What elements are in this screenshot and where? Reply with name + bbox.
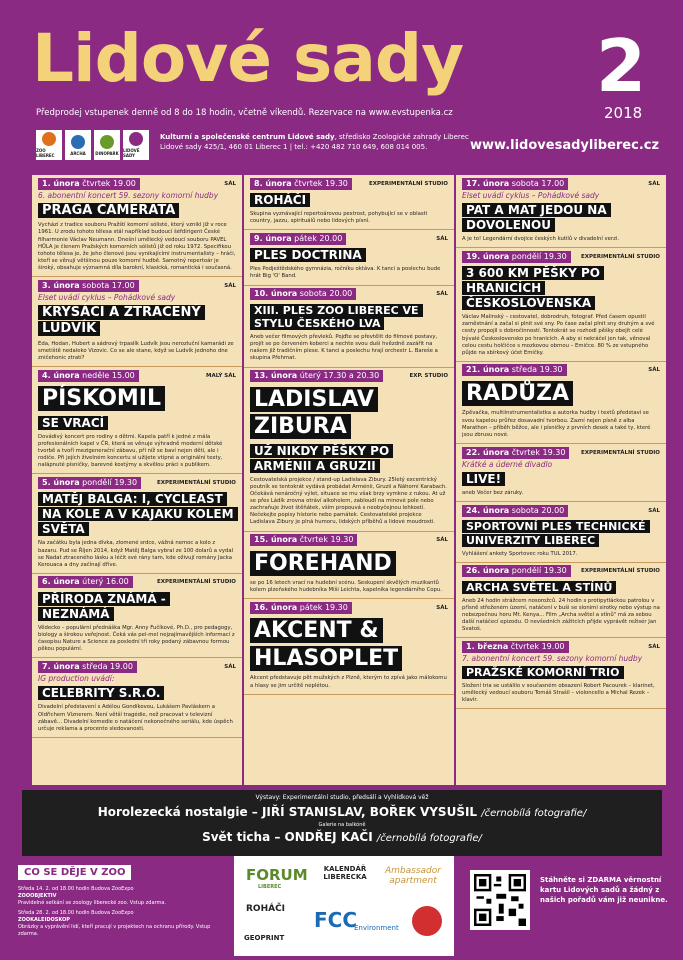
event-col1-5 [32,574,242,659]
event-title: PRAŽSKÉ KOMORNÍ TRIO [462,666,624,679]
event-time: čtvrtek 19.30 [511,447,566,457]
event-col1-2 [32,277,242,367]
event-description: Skupina vyznávající repertoárovou pestrost, pohybující se v oblasti country, jazzu, spirituálů nebo lidových písní. [250,211,428,225]
event-venue: SÁL [648,507,660,514]
event-title-block [38,203,236,219]
event-time: úterý 16.00 [82,577,129,587]
event-date-day: 26. února [466,566,510,576]
kalendar-logo: KALENDÁŘ LIBERECKA [323,865,367,881]
event-venue: EXPERIMENTÁLNÍ STUDIO [580,253,660,260]
event-title-block [38,385,236,413]
event-date-day: 19. února [466,251,510,261]
exhibit-1 [22,805,662,819]
event-date [38,661,137,673]
event-date [250,178,352,190]
event-venue: SÁL [436,537,448,544]
event-col1-3 [32,367,242,474]
event-date [250,370,383,382]
exhibitions-band [22,790,662,856]
poster-title: Lidové sady [32,20,464,97]
event-description: Akcent představuje pět mužských z Plzně, kterým to zpívá jako málokomu a hlasy se jim určitě neplétou. [250,675,447,689]
event-date-day: 8. února [254,178,292,188]
presale-info: Předprodej vstupenek denně od 8 do 18 hodin, včetně víkendů. Rezervace na www.evstupenka.cz [36,108,453,118]
zoo-event-desc: Obrázky a vyprávění lidí, kteří pracují v projektech na ochranu přírody. Vstup zdarma. [18,923,211,937]
event-venue: SÁL [224,663,236,670]
event-date-row [462,364,660,377]
event-time: sobota 17.00 [82,280,135,290]
event-date-row [250,534,448,547]
event-title: SPORTOVNÍ PLES TECHNICKÉ UNIVERZITY LIBEREC [462,520,650,547]
event-venue: MALÝ SÁL [206,372,236,379]
geoprint-logo: GEOPRINT [244,934,285,942]
event-date-day: 13. února [254,371,298,381]
zoo-events [18,860,218,950]
zoo-events-title: CO SE DĚJE V ZOO [18,865,131,880]
event-time: čtvrtek 19.30 [294,178,348,188]
event-time: pátek 19.30 [299,602,348,612]
archa-icon [71,135,85,149]
dinopark-logo [94,130,120,160]
event-date-row [250,232,448,245]
center-info [160,132,469,152]
event-date-row [38,476,236,489]
event-title: AKCENT & HLASOPLET [250,618,402,671]
event-series: Elset uvádí cyklus – Pohádkové sady [38,293,176,303]
event-venue: SÁL [436,604,448,611]
event-col3-3 [456,362,666,444]
event-venue: EXPERIMENTÁLNÍ STUDIO [156,479,236,486]
event-date-row [462,504,660,517]
event-date-row [250,177,448,190]
event-date [38,370,139,382]
fcc-logo: FCC [314,908,358,932]
event-date [462,641,569,653]
event-venue: EXP. STUDIO [409,373,448,380]
event-time: čtvrtek 19.00 [82,178,136,188]
event-title-block [250,617,448,672]
event-title-block [462,666,660,680]
event-venue: EXPERIMENTÁLNÍ STUDIO [580,568,660,575]
event-venue: SÁL [648,180,660,187]
event-description: Vyhlášení ankety Sportovec roku TUL 2017. [462,550,578,557]
event-title: KRYSÁCI A ZTRACENÝ LUDVÍK [38,305,205,336]
event-venue: SÁL [436,291,448,298]
event-title-block [462,472,660,487]
forum-liberec-logo: LIBEREC [258,884,282,890]
event-date [462,505,568,517]
event-date-day: 15. února [254,535,298,545]
event-description: aneb Večer bez záruky. [462,490,523,497]
event-series: Elset uvádí cyklus – Pohádkové sady [462,191,600,200]
event-title-block [38,686,236,701]
event-time: středa 19.00 [82,661,133,671]
event-col1-6 [32,658,242,738]
event-date [38,280,139,292]
event-description: Cestovatelská projekce / stand-up Ladislava Zibury. 25letý excentrický poutník se tentokrát vydává probádat Arménii, Gruzii a Náhorní Karabach. Očekává nenáročný výlet, situace se mu však brzy vymkne z rukou. At už se přes Ládík zrovna otráví alkoholem, zabloudí na minové pole nebo zachraňuje život štěňátek, vším propouvá s neobyčejnou lehkostí. Nečekejte popisy historie nebo památek. Cestovatelské projekce Ladislava Zibury je plná humoru, lidských příběhů a lidové moudrosti. [250,476,447,526]
loyalty-card-text: Stáhněte si ZDARMA věrnostní kartu Lidových sadů a žádný z našich pořadů vám již neunikne. [540,876,668,904]
event-venue: SÁL [648,367,660,374]
event-subtitle: SE VRACÍ [38,416,108,430]
zoo-event-when: Středa 28. 2. od 18.00 hodin Budova ZooExpo [18,910,134,917]
event-date [38,178,140,190]
ambassador-logo: Ambassador apartment [385,866,441,886]
event-date [462,178,568,190]
program-column-1 [32,175,242,785]
event-time: čtvrtek 19.30 [299,535,354,545]
event-title: LADISLAV ZIBURA [250,387,378,440]
event-venue: SÁL [436,235,448,242]
event-title: PŘÍRODA ZNÁMÁ - NEZNÁMÁ [38,592,170,621]
event-col3-7 [456,638,666,709]
exhibits-label: Výstavy: Experimentální studio, předsálí a Vyhlídková věž [255,794,429,801]
event-date-row [38,177,236,190]
event-col2-4 [244,368,454,532]
logo-label: ARCHA [70,150,86,156]
event-description: Zpěvačka, multiinstrumentalistka a autorka hudby i textů představí se svou kapelou průřez dosavadní tvorbou. Zazní nejen písně z alba Marathon – příběh běžce, ale i písničky z prvních desek a také ty, které jsou zbrusu nové. [462,410,651,438]
event-title-block [250,304,448,332]
event-col1-4 [32,474,242,574]
zoo-event-1 [18,886,218,906]
event-date-day: 10. února [254,289,298,299]
zoo-icon [42,132,56,146]
event-date-row [462,177,660,190]
event-description: se po 16 letech vrací na hudební scénu. Seskupení skvělých muzikantů kolem plzeňského hudebníka Miši Leichta, kapelníka legendárního Copu. [250,580,442,594]
event-title: RADŮZA [462,381,573,406]
program-column-3 [456,175,666,785]
event-venue: SÁL [224,180,236,187]
qr-code[interactable] [470,870,530,930]
event-description: Složení tria se ustálilo v současném obsazení Robert Pacourek – klarinet, umělecký vedoucí souboru Tomáš Strašil – violoncello a Michal Rezek – klavír. [462,683,655,704]
event-description: A je to! Legendární dvojice českých kutilů v divadelní verzi. [462,236,620,242]
event-title-block [462,203,660,233]
exhibit-1-sub: /černobílá fotografie/ [481,808,587,819]
event-col3-6 [456,563,666,638]
event-title-block [38,305,236,338]
logo-label: LIDOVÉ SADY [123,148,140,158]
event-date-row [38,660,236,673]
event-description: Vychází z tradice souboru Pražští komorní sólisté, který vznikl již v roce 1961. U zrodu tohoto tělesa stál například budoucí šéfdirigent České filharmonie Václav Neumann. Dnešní umělecký vedoucí souboru PAVEL HŮLA je členem Pražských komorních sólistů již od roku 1972. Specifikou tohoto tělesa je, že jeho členové jsou vynikajícími instrumentalisty – hráči, kteří se věnují většinou pouze komorní hudbě. Samotný repertoár je široký, obsahuje významná díla barokní, klasická, romantická i současná. [38,222,236,272]
event-date-day: 1. března [466,641,509,651]
event-title: XIII. PLES ZOO LIBEREC VE STYLU ČESKÉHO LVA [250,304,423,331]
event-time: pátek 20.00 [294,233,343,243]
event-title: ROHÁČI [250,193,310,207]
zoo-event-name: ZOOOBJEKTIV [18,892,57,899]
event-subtitle: UŽ NIKDY PĚŠKY PO ARMÉNII A GRUZII [250,444,393,473]
event-date-row [462,640,660,653]
event-title-block [38,592,236,622]
event-description: Aneb 24 hodin strážcem nosorožců. 24 hodin s protipytláckou patrolou v přísně střeženém území, natáčení v buši se slonimi sirotky nebo výstup na nebezpečnou horu Mt. Kenya... Film „Archa světel a stínů" má za sebou další natáčecí epizodu. O nevšedních zážitcích přijde vyprávět režisér Jan Svatoš. [462,597,660,633]
event-date-day: 1. února [42,178,80,188]
event-date [462,447,569,459]
event-description: Eda, Hodan, Hubert a sádrový trpaslík Ludvík jsou nerozluční kamarádi ze smetiště nedaleko Vizovic. Co se ale stane, když se Ludvík jednoho dne zničehonic ztratí? [38,340,234,362]
center-rest: , středisko Zoologické zahrady Liberec [334,133,469,141]
event-title-block [462,581,660,595]
event-title: 3 600 KM PĚŠKY PO HRANICÍCH ČESKOSLOVENSKA [462,266,604,310]
event-venue: SÁL [224,282,236,289]
event-date [38,576,133,588]
event-title-block [250,550,448,578]
event-date [462,364,567,376]
event-venue: SÁL [648,643,660,650]
event-date [38,477,141,489]
event-description: Aneb večer filmových převleků. Pojďte se převtělit do filmové postavy, projít se po červeném koberci a nechte svou duši hvězdně zazářit na našem již tradičním plese. K tanci a poslechu hrají orchestr L. Bareše a skupina Přehmat. [250,334,438,362]
event-col2-1 [244,175,454,230]
event-venue: EXPERIMENTÁLNÍ STUDIO [368,180,448,187]
event-date [250,602,352,614]
event-venue: EXPERIMENTÁLNÍ STUDIO [156,579,236,586]
event-date-day: 22. února [466,447,510,457]
event-date-day: 4. února [42,370,80,380]
forum-logo: FORUM [246,866,308,884]
event-date [250,534,357,546]
event-title-block [250,193,448,208]
event-title-block [462,266,660,311]
event-date-row [38,279,236,292]
event-title-block [250,248,448,263]
logo-label: ZOO LIBEREC [36,148,55,158]
event-title: PLES DOCTRINA [250,248,366,262]
event-title: CELEBRITY S.R.O. [38,686,164,700]
event-time: neděle 15.00 [82,370,135,380]
event-date-day: 5. února [42,477,80,487]
event-time: úterý 17.30 a 20.30 [299,371,380,381]
event-description: Divadelní představení s Adélou Gondíkovou, Lukášem Pavláskem a Oldřichem Víznerem. Není větší tragédie, než pracovat v televizní zábavě... Divadelní komedie o natáčení nekonečného seriálu, kde úspěch určuje reklama a procento sledovanosti. [38,704,233,732]
event-date-day: 21. února [466,365,510,375]
event-time: pondělí 19.30 [511,251,567,261]
event-title-block [38,492,236,537]
exhibit-2-sub: /černobílá fotografie/ [376,833,482,844]
event-date-row [38,369,236,382]
zoo-logo [36,130,62,160]
event-date-day: 7. února [42,661,80,671]
event-date [462,251,571,263]
event-date-day: 6. února [42,577,80,587]
zoo-event-2 [18,910,218,937]
zoo-event-name: ZOOKALEIDOSKOP [18,917,70,923]
event-description: Vědecko – populární přednáška Mgr. Anny Fučíkové, Ph.D., pro pedagogy, biology a širokou veřejnost. Čeká vás pel-mel nejzajímavějších informací z časopisu Nature a Science za poslední tři roky podaný zábavnou formou pěkou populární. [38,624,235,653]
event-title: PAT A MAT JEDOU NA DOVOLENOU [462,203,611,232]
event-date [462,565,571,577]
event-col1-1 [32,175,242,277]
logo-label: DINOPARK [95,150,119,156]
event-date-day: 16. února [254,602,298,612]
event-col3-1 [456,175,666,248]
event-series: Krátké a úderné divadlo [462,460,553,470]
qr-code-icon [474,874,526,926]
event-description: Ples Podještědského gymnázia, ročníku oktáva. K tanci a poslechu bude hrát Big 'O' Band. [250,266,441,280]
event-date-row [250,370,448,383]
event-title-block [250,386,448,441]
event-col2-2 [244,230,454,285]
event-description: Na začátku byla jedna dívka, zlomené srdce, vážná nemoc a kolo z bazaru. Pud se Říjen 2014, když Matěj Balga vybral ze 100 dolarů a vydal se Nadat ztraceného lásku a léčit své rány tam, kde oživují romány Jacka Kerouaca a dny začínají dříve. [38,540,234,568]
event-title: FOREHAND [250,551,396,576]
event-date-day: 9. února [254,233,292,243]
event-col2-5 [244,532,454,600]
strawberry-logo [412,906,442,936]
exhibit-2-title: Svět ticha – ONDŘEJ KAČI [202,830,373,844]
issue-year: 2018 [604,104,643,122]
event-series: 7. abonentní koncert 59. sezony komorní hudby [462,654,643,664]
event-time: sobota 20.00 [511,505,565,515]
event-title-block [462,380,660,408]
event-title: ARCHA SVĚTEL A STÍNŮ [462,581,616,594]
fcc-environment-logo: Environment [354,924,399,932]
event-date-row [250,601,448,614]
archa-logo [65,130,91,160]
zoo-event-desc: Pravidelné setkání se zoology liberecké zoo. Vstup zdarma. [18,899,167,906]
event-time: sobota 17.00 [511,178,565,188]
event-col3-5 [456,502,666,563]
event-date-row [250,288,448,301]
center-name: Kulturní a společenské centrum Lidové sady [160,133,335,141]
dino-icon [100,135,114,149]
issue-number: 2 [596,24,647,108]
event-col2-3 [244,286,454,368]
exhibit-2 [22,830,662,844]
event-date-row [462,446,660,459]
website-link[interactable]: www.lidovesadyliberec.cz [470,138,660,153]
event-date [250,288,356,300]
rohaci-logo: ROHÁČI [246,904,286,914]
event-title: PRAGA CAMERATA [38,203,179,218]
center-address: Lidové sady 425/1, 460 01 Liberec 1 | tel.: +420 482 710 649, 608 014 005. [160,143,428,152]
event-title-block [462,520,660,548]
event-time: čtvrtek 19.00 [510,641,565,651]
event-date-day: 24. února [466,505,510,515]
event-col3-2 [456,248,666,362]
event-time: sobota 20.00 [299,289,353,299]
zoo-event-when: Středa 14. 2. od 18.00 hodin Budova ZooExpo [18,886,134,892]
program-column-2 [244,175,454,785]
exhibit-1-title: Horolezecká nostalgie – JIŘÍ STANISLAV, BOŘEK VYSUŠIL [97,805,478,819]
event-subtitle-block [250,444,448,474]
event-description: Dovádivý koncert pro rodiny s dětmi. Kapela patří k jedné z mála profesionálních kapel v ČR, která se věnuje výhradně moderní dětské tvorbě a tvoří mezigenerační zábavu, při níž se baví nejen děti, ale i rodiče. Při jejích živelném koncertu si užijete vtipné a originální texty, nalápnuté písničky, barevné kostýmy a skvělou práci s publikem. [38,433,223,469]
event-date [250,233,346,245]
event-col2-6 [244,599,454,694]
event-time: pondělí 19.30 [511,566,567,576]
event-subtitle-block [38,416,236,431]
sady-icon [129,132,143,146]
event-description: Václav Malinský – cestovatel, dobrodruh, fotograf. Před časem opustil zaměstnání a začal si plnit své sny. Po čase začal plnit sny druhým a své cesty propojil s dobročinností. Tentokrát se rozhodl pěšky obejít celé bývalé Československo po hranicích. A aby si nekráčel jen tak, věnoval celou cestu holčičce s mozkovou obrnou – Emičce. 80 % ze vstupného půjde na sbírkový účet Emičky. [462,314,655,356]
event-date-day: 3. února [42,280,80,290]
event-title: MATĚJ BALGA: I, CYCLEAST NA KOLE A V KAJAKU KOLEM SVĚTA [38,492,238,536]
event-time: pondělí 19.30 [82,477,138,487]
partner-logos [36,130,149,160]
event-time: středa 19.30 [511,365,563,375]
event-title: PÍSKOMIL [38,386,165,411]
event-title: LIVE! [462,472,505,486]
event-series: IG production uvádí: [38,674,115,684]
event-date-row [462,250,660,263]
gallery-label: Galerie na balkóně [318,822,366,828]
lidove-sady-logo [123,130,149,160]
event-col3-4 [456,444,666,502]
sponsor-logos [234,856,454,956]
event-series: 6. abonentní koncert 59. sezony komorní hudby [38,191,219,200]
event-date-day: 17. února [466,178,510,188]
event-date-row [38,576,236,589]
event-date-row [462,565,660,578]
event-venue: EXPERIMENTÁLNÍ STUDIO [580,449,660,456]
